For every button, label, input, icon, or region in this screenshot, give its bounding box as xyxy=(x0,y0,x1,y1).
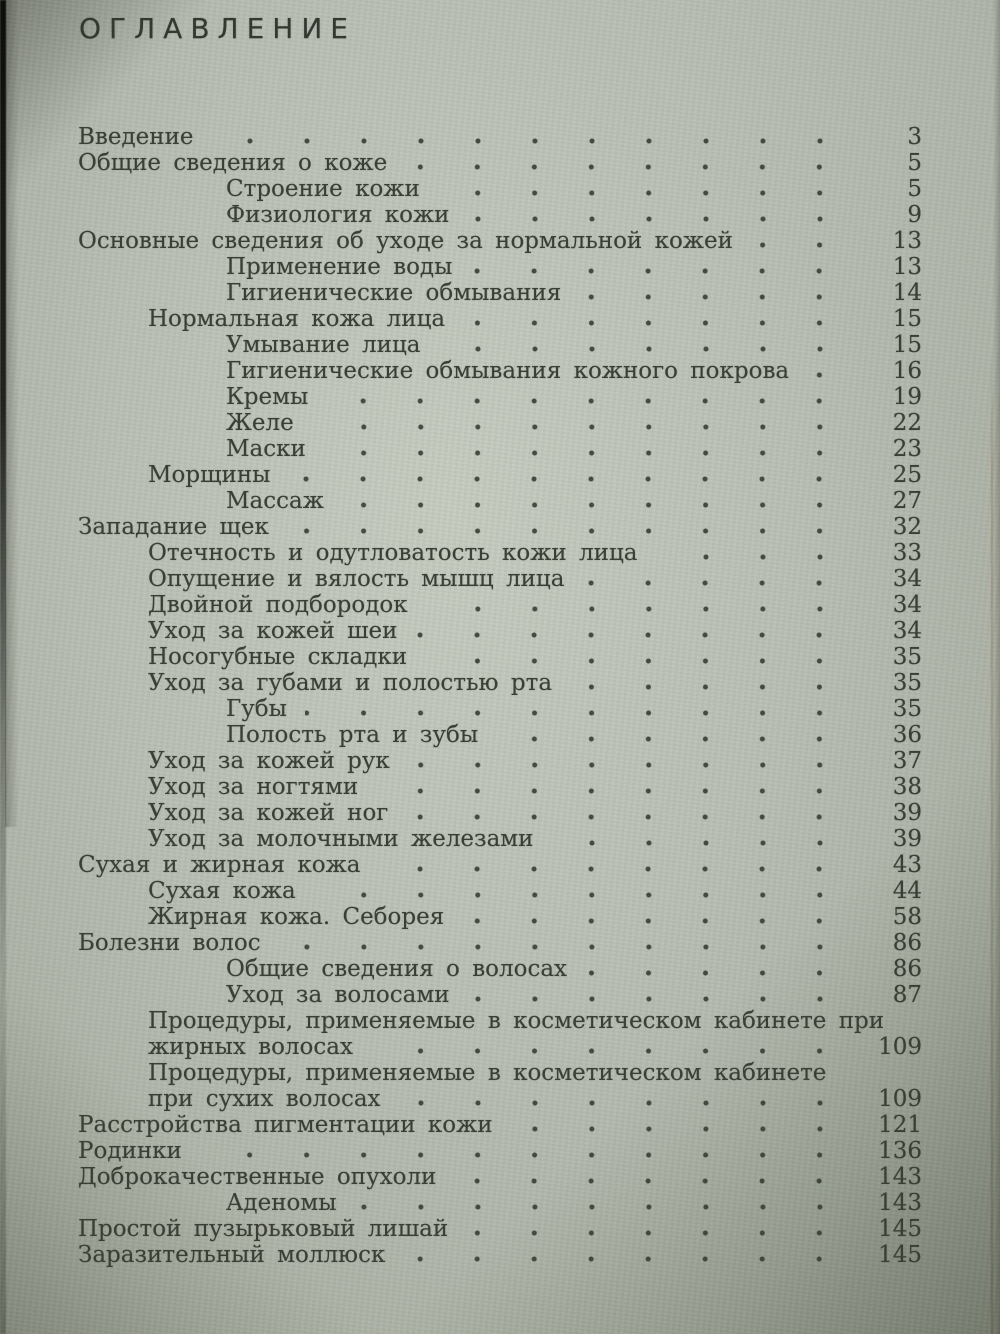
toc-entry-page: 38 xyxy=(892,774,922,800)
dot-leader xyxy=(496,722,854,748)
dot-leader xyxy=(462,904,854,930)
toc-row xyxy=(78,306,922,332)
toc-entry-title: Уход за кожей ног xyxy=(148,800,389,826)
toc-row xyxy=(78,748,922,774)
dot-leader xyxy=(342,488,854,514)
dot-leader xyxy=(403,1242,854,1268)
toc-entry-page: 33 xyxy=(892,540,922,566)
toc-row xyxy=(78,1086,922,1112)
toc-entry-title: при сухих волосах xyxy=(148,1086,381,1112)
dot-leader xyxy=(807,358,854,384)
dot-leader xyxy=(200,1138,854,1164)
toc-row xyxy=(78,1242,922,1268)
dot-leader xyxy=(314,878,854,904)
toc-entry-page: 35 xyxy=(892,670,922,696)
dot-leader xyxy=(570,670,854,696)
toc-entry-title: Гигиенические обмывания xyxy=(226,280,562,306)
toc-row xyxy=(78,254,922,280)
dot-leader xyxy=(406,800,854,826)
toc-row xyxy=(78,436,922,462)
toc-entry-page: 34 xyxy=(892,618,922,644)
toc-entry-page: 43 xyxy=(892,852,922,878)
toc-row xyxy=(78,852,922,878)
dot-leader xyxy=(425,644,854,670)
toc-entry-title: Заразительный моллюск xyxy=(78,1242,386,1268)
toc-entry-title: Сухая кожа xyxy=(148,878,296,904)
toc-row xyxy=(78,644,922,670)
toc-row xyxy=(78,982,922,1008)
toc-entry-title: Носогубные складки xyxy=(148,644,408,670)
toc-entry-page: 15 xyxy=(892,332,922,358)
toc-row xyxy=(78,150,922,176)
toc-row xyxy=(78,1008,922,1034)
toc-row xyxy=(78,826,922,852)
toc-entry-page: 34 xyxy=(892,592,922,618)
toc-entry-page: 5 xyxy=(907,176,922,202)
dot-leader xyxy=(378,852,854,878)
toc-entry-page: 35 xyxy=(892,696,922,722)
dot-leader xyxy=(844,1060,854,1086)
toc-entry-page: 143 xyxy=(878,1164,922,1190)
toc-entry-title: Морщины xyxy=(148,462,271,488)
toc-entry-page: 23 xyxy=(892,436,922,462)
dot-leader xyxy=(312,410,854,436)
toc-row xyxy=(78,566,922,592)
dot-leader xyxy=(212,124,854,150)
toc-entry-page: 34 xyxy=(892,566,922,592)
dot-leader xyxy=(376,774,854,800)
toc-entry-title: Процедуры, применяемые в косметическом кабинете при xyxy=(148,1008,885,1034)
dot-leader xyxy=(463,306,854,332)
toc-row xyxy=(78,696,922,722)
toc-entry-page: 15 xyxy=(892,306,922,332)
dot-leader xyxy=(405,150,854,176)
toc-entry-title: Жирная кожа. Себорея xyxy=(148,904,445,930)
toc-entry-title: Желе xyxy=(226,410,294,436)
toc-entry-page: 32 xyxy=(892,514,922,540)
toc-entry-page: 5 xyxy=(907,150,922,176)
toc-entry-title: Уход за кожей рук xyxy=(148,748,390,774)
toc-entry-title: Введение xyxy=(78,124,194,150)
dot-leader xyxy=(371,1034,854,1060)
toc-entry-title: Применение воды xyxy=(226,254,453,280)
toc-entry-title: Гигиенические обмывания кожного покрова xyxy=(226,358,790,384)
toc-row xyxy=(78,384,922,410)
toc-row xyxy=(78,176,922,202)
toc-entry-title: Маски xyxy=(226,436,306,462)
page-edge-shading xyxy=(993,0,1000,1334)
toc-row xyxy=(78,488,922,514)
table-of-contents xyxy=(78,124,922,1268)
dot-leader xyxy=(511,1112,854,1138)
toc-row xyxy=(78,280,922,306)
toc-entry-page: 27 xyxy=(892,488,922,514)
toc-entry-title: Доброкачественные опухоли xyxy=(78,1164,437,1190)
toc-entry-title: Процедуры, применяемые в косметическом кабинете xyxy=(148,1060,827,1086)
toc-row xyxy=(78,618,922,644)
dot-leader xyxy=(439,332,854,358)
toc-row xyxy=(78,358,922,384)
toc-entry-page: 14 xyxy=(892,280,922,306)
toc-entry-title: Нормальная кожа лица xyxy=(148,306,446,332)
toc-entry-page: 143 xyxy=(878,1190,922,1216)
toc-row xyxy=(78,1138,922,1164)
toc-row xyxy=(78,800,922,826)
toc-entry-page: 19 xyxy=(892,384,922,410)
toc-entry-title: Губы xyxy=(226,696,287,722)
toc-row xyxy=(78,410,922,436)
toc-entry-page: 25 xyxy=(892,462,922,488)
toc-entry-page: 136 xyxy=(878,1138,922,1164)
toc-entry-title: Основные сведения об уходе за нормальной кожей xyxy=(78,228,733,254)
toc-entry-title: Расстройства пигментации кожи xyxy=(78,1112,493,1138)
toc-entry-page: 145 xyxy=(878,1242,922,1268)
toc-entry-title: Уход за молочными железами xyxy=(148,826,534,852)
toc-row xyxy=(78,904,922,930)
toc-entry-title: Двойной подбородок xyxy=(148,592,408,618)
dot-leader xyxy=(585,956,854,982)
book-gutter-shadow-soft xyxy=(5,0,19,827)
toc-entry-title: Простой пузырьковый лишай xyxy=(78,1216,449,1242)
page-title: ОГЛАВЛЕНИЕ xyxy=(79,12,356,45)
toc-row xyxy=(78,592,922,618)
toc-entry-page: 36 xyxy=(892,722,922,748)
dot-leader xyxy=(751,228,854,254)
toc-row xyxy=(78,202,922,228)
toc-row xyxy=(78,1190,922,1216)
toc-entry-title: Болезни волос xyxy=(78,930,261,956)
toc-entry-page: 22 xyxy=(892,410,922,436)
toc-entry-page: 37 xyxy=(892,748,922,774)
dot-leader xyxy=(454,1164,854,1190)
toc-entry-title: Общие сведения о волосах xyxy=(226,956,568,982)
toc-row xyxy=(78,1216,922,1242)
toc-entry-page: 39 xyxy=(892,800,922,826)
toc-row xyxy=(78,124,922,150)
toc-entry-title: Родинки xyxy=(78,1138,182,1164)
toc-entry-page: 9 xyxy=(907,202,922,228)
dot-leader xyxy=(656,540,854,566)
toc-entry-title: Полость рта и зубы xyxy=(226,722,479,748)
dot-leader xyxy=(468,982,854,1008)
toc-entry-page: 109 xyxy=(878,1086,922,1112)
toc-entry-title: Умывание лица xyxy=(226,332,421,358)
toc-entry-page: 58 xyxy=(892,904,922,930)
dot-leader xyxy=(415,618,854,644)
toc-entry-title: Массаж xyxy=(226,488,324,514)
dot-leader xyxy=(287,514,854,540)
toc-row xyxy=(78,670,922,696)
toc-entry-title: Сухая и жирная кожа xyxy=(78,852,361,878)
toc-entry-page: 86 xyxy=(892,930,922,956)
toc-entry-page: 35 xyxy=(892,644,922,670)
toc-entry-title: жирных волосах xyxy=(148,1034,353,1060)
dot-leader xyxy=(279,930,854,956)
toc-entry-page: 145 xyxy=(878,1216,922,1242)
toc-row xyxy=(78,228,922,254)
dot-leader xyxy=(324,436,854,462)
toc-entry-page: 3 xyxy=(907,124,922,150)
dot-leader xyxy=(438,176,854,202)
toc-entry-page: 109 xyxy=(878,1034,922,1060)
toc-row xyxy=(78,956,922,982)
dot-leader xyxy=(468,202,854,228)
toc-entry-title: Уход за волосами xyxy=(226,982,450,1008)
toc-row xyxy=(78,514,922,540)
toc-row xyxy=(78,1034,922,1060)
toc-row xyxy=(78,540,922,566)
toc-row xyxy=(78,878,922,904)
toc-entry-page: 87 xyxy=(892,982,922,1008)
toc-row xyxy=(78,462,922,488)
dot-leader xyxy=(426,592,854,618)
toc-entry-title: Западание щек xyxy=(78,514,269,540)
toc-row xyxy=(78,332,922,358)
toc-row xyxy=(78,1164,922,1190)
dot-leader xyxy=(326,384,854,410)
dot-leader xyxy=(305,696,854,722)
toc-row xyxy=(78,774,922,800)
toc-row xyxy=(78,1112,922,1138)
dot-leader xyxy=(355,1190,854,1216)
dot-leader xyxy=(582,566,854,592)
toc-entry-title: Отечность и одутловатость кожи лица xyxy=(148,540,638,566)
toc-entry-page: 86 xyxy=(892,956,922,982)
toc-entry-page: 16 xyxy=(892,358,922,384)
toc-entry-title: Уход за ногтями xyxy=(148,774,359,800)
toc-row xyxy=(78,722,922,748)
toc-entry-title: Опущение и вялость мышц лица xyxy=(148,566,565,592)
toc-entry-page: 13 xyxy=(892,228,922,254)
toc-row xyxy=(78,930,922,956)
toc-row xyxy=(78,1060,922,1086)
toc-entry-page: 39 xyxy=(892,826,922,852)
dot-leader xyxy=(552,826,854,852)
toc-entry-title: Аденомы xyxy=(226,1190,337,1216)
dot-leader xyxy=(288,462,854,488)
dot-leader xyxy=(579,280,854,306)
toc-entry-page: 13 xyxy=(892,254,922,280)
toc-entry-title: Кремы xyxy=(226,384,309,410)
toc-entry-page: 44 xyxy=(892,878,922,904)
dot-leader xyxy=(408,748,854,774)
dot-leader xyxy=(466,1216,854,1242)
toc-entry-page: 121 xyxy=(878,1112,922,1138)
toc-entry-title: Уход за кожей шеи xyxy=(148,618,398,644)
toc-entry-title: Общие сведения о коже xyxy=(78,150,388,176)
toc-entry-title: Физиология кожи xyxy=(226,202,450,228)
dot-leader xyxy=(470,254,854,280)
toc-entry-title: Строение кожи xyxy=(226,176,420,202)
toc-entry-title: Уход за губами и полостью рта xyxy=(148,670,553,696)
dot-leader xyxy=(399,1086,854,1112)
